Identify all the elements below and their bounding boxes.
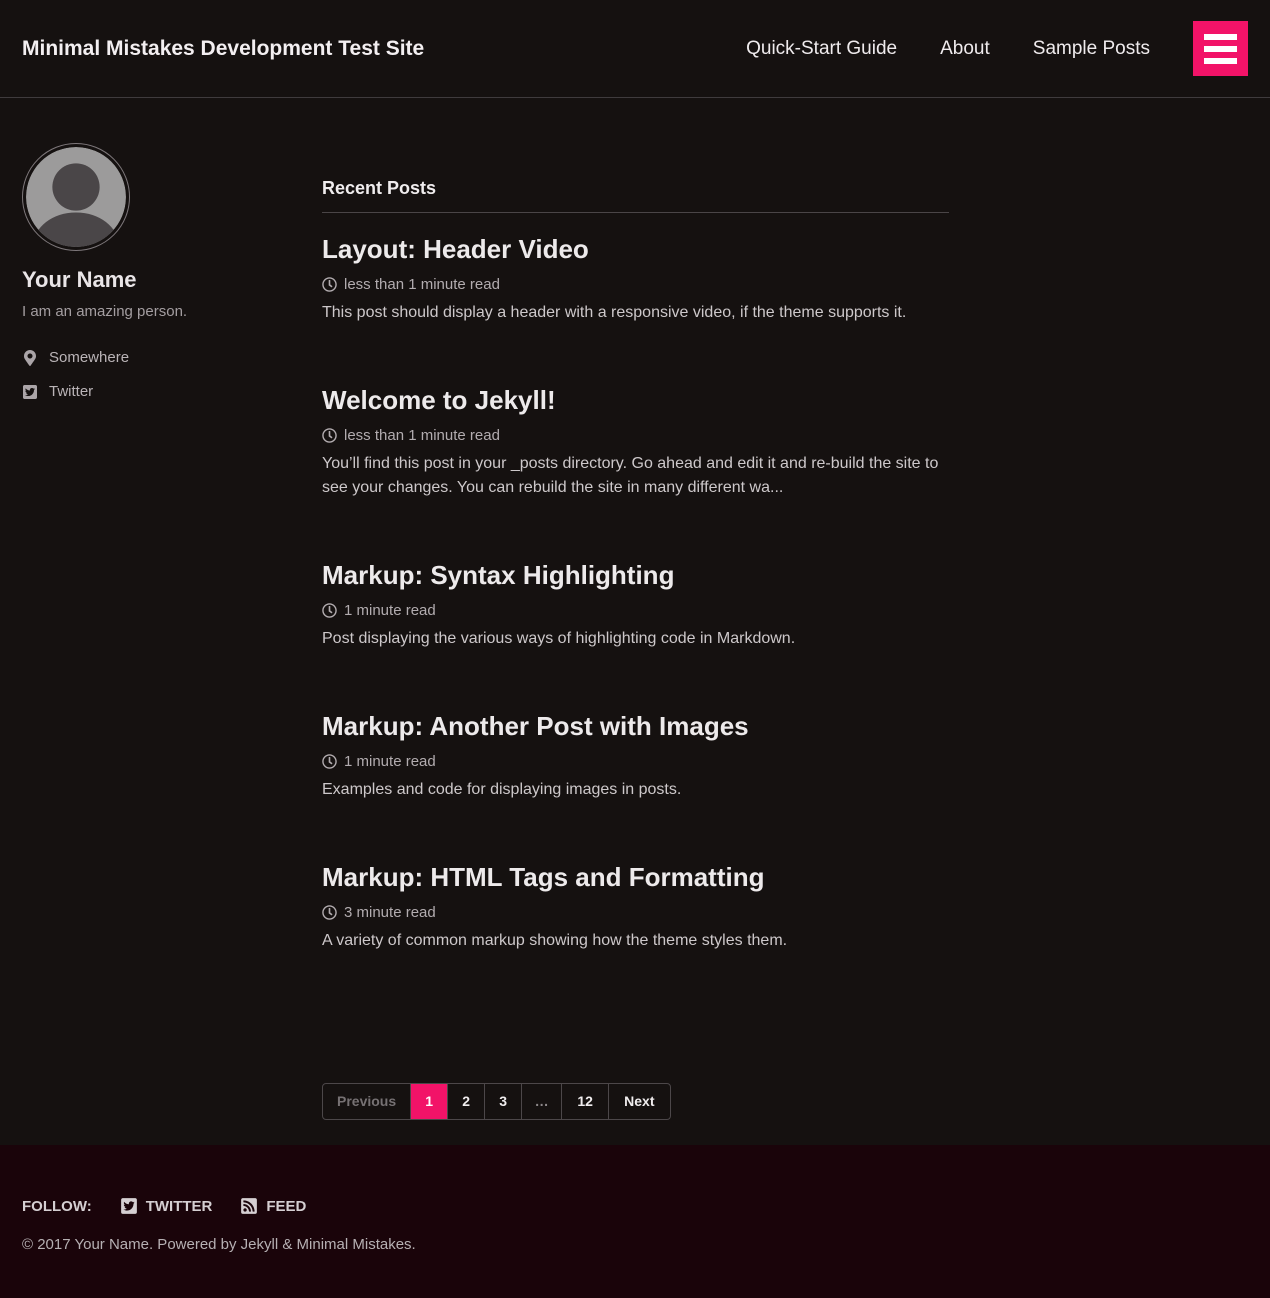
rss-square-icon <box>240 1197 258 1215</box>
hamburger-menu-button[interactable] <box>1193 21 1248 76</box>
author-sidebar <box>22 98 322 1145</box>
pagination-page-3[interactable]: 3 <box>484 1084 521 1119</box>
pagination-page-1[interactable]: 1 <box>410 1084 447 1119</box>
footer-twitter-label: TWITTER <box>145 1197 213 1215</box>
clock-icon <box>322 277 337 292</box>
read-time-label: less than 1 minute read <box>344 276 500 293</box>
author-links <box>22 349 322 400</box>
follow-row <box>22 1197 1248 1215</box>
author-location <box>22 349 322 366</box>
author-twitter-link[interactable] <box>22 383 322 400</box>
person-silhouette-icon <box>26 147 126 247</box>
twitter-square-icon <box>120 1197 138 1215</box>
post-item <box>322 560 949 651</box>
post-read-time <box>322 276 949 293</box>
author-location-label: Somewhere <box>49 349 130 366</box>
clock-icon <box>322 754 337 769</box>
hamburger-icon <box>1204 46 1237 52</box>
site-title[interactable]: Minimal Mistakes Development Test Site <box>22 36 425 60</box>
nav-item-quick-start-guide[interactable]: Quick-Start Guide <box>746 37 898 59</box>
author-twitter-label: Twitter <box>49 383 94 400</box>
post-read-time <box>322 602 949 619</box>
post-item <box>322 862 949 953</box>
hamburger-icon <box>1204 58 1237 64</box>
author-bio: I am an amazing person. <box>22 303 188 320</box>
recent-posts-heading: Recent Posts <box>322 178 949 213</box>
page-footer <box>0 1145 1270 1298</box>
post-title-link[interactable]: Markup: Syntax Highlighting <box>322 560 675 590</box>
pagination-ellipsis: … <box>521 1084 561 1119</box>
avatar <box>22 143 130 251</box>
pagination-previous: Previous <box>337 1093 397 1109</box>
footer-feed-label: FEED <box>266 1197 307 1215</box>
location-pin-icon <box>22 350 38 366</box>
follow-label: FOLLOW: <box>22 1197 92 1215</box>
post-excerpt: You’ll find this post in your _posts directory. Go ahead and edit it and re-build the site to see your changes. You can rebuild the site in many different wa... <box>322 455 939 496</box>
post-excerpt: Post displaying the various ways of highlighting code in Markdown. <box>322 630 796 647</box>
post-read-time <box>322 753 949 770</box>
post-excerpt: A variety of common markup showing how the theme styles them. <box>322 932 788 949</box>
masthead-nav <box>746 38 1150 60</box>
pagination <box>322 1083 671 1120</box>
nav-item-sample-posts[interactable]: Sample Posts <box>1032 37 1150 59</box>
hamburger-icon <box>1204 34 1237 40</box>
read-time-label: 1 minute read <box>344 753 436 770</box>
masthead <box>0 0 1270 98</box>
post-item <box>322 711 949 802</box>
post-read-time <box>322 904 949 921</box>
twitter-icon <box>22 384 38 400</box>
read-time-label: 1 minute read <box>344 602 436 619</box>
clock-icon <box>322 905 337 920</box>
pagination-page-2[interactable]: 2 <box>447 1084 484 1119</box>
read-time-label: 3 minute read <box>344 904 436 921</box>
nav-item-about[interactable]: About <box>940 37 990 59</box>
post-excerpt: Examples and code for displaying images in posts. <box>322 781 682 798</box>
pagination-next[interactable]: Next <box>608 1084 669 1119</box>
post-item <box>322 385 949 500</box>
read-time-label: less than 1 minute read <box>344 427 500 444</box>
footer-twitter-link[interactable] <box>120 1197 213 1215</box>
clock-icon <box>322 428 337 443</box>
author-name: Your Name <box>22 267 137 292</box>
post-excerpt: This post should display a header with a responsive video, if the theme supports it. <box>322 304 907 321</box>
clock-icon <box>322 603 337 618</box>
post-title-link[interactable]: Markup: Another Post with Images <box>322 711 749 741</box>
page-content <box>0 98 1270 1145</box>
footer-feed-link[interactable] <box>240 1197 306 1215</box>
copyright-text: © 2017 Your Name. Powered by Jekyll & Minimal Mistakes. <box>22 1236 416 1253</box>
post-read-time <box>322 427 949 444</box>
recent-posts-section <box>322 98 949 1145</box>
post-title-link[interactable]: Layout: Header Video <box>322 234 589 264</box>
post-title-link[interactable]: Markup: HTML Tags and Formatting <box>322 862 765 892</box>
post-item <box>322 234 949 325</box>
pagination-page-12[interactable]: 12 <box>561 1084 608 1119</box>
post-title-link[interactable]: Welcome to Jekyll! <box>322 385 556 415</box>
